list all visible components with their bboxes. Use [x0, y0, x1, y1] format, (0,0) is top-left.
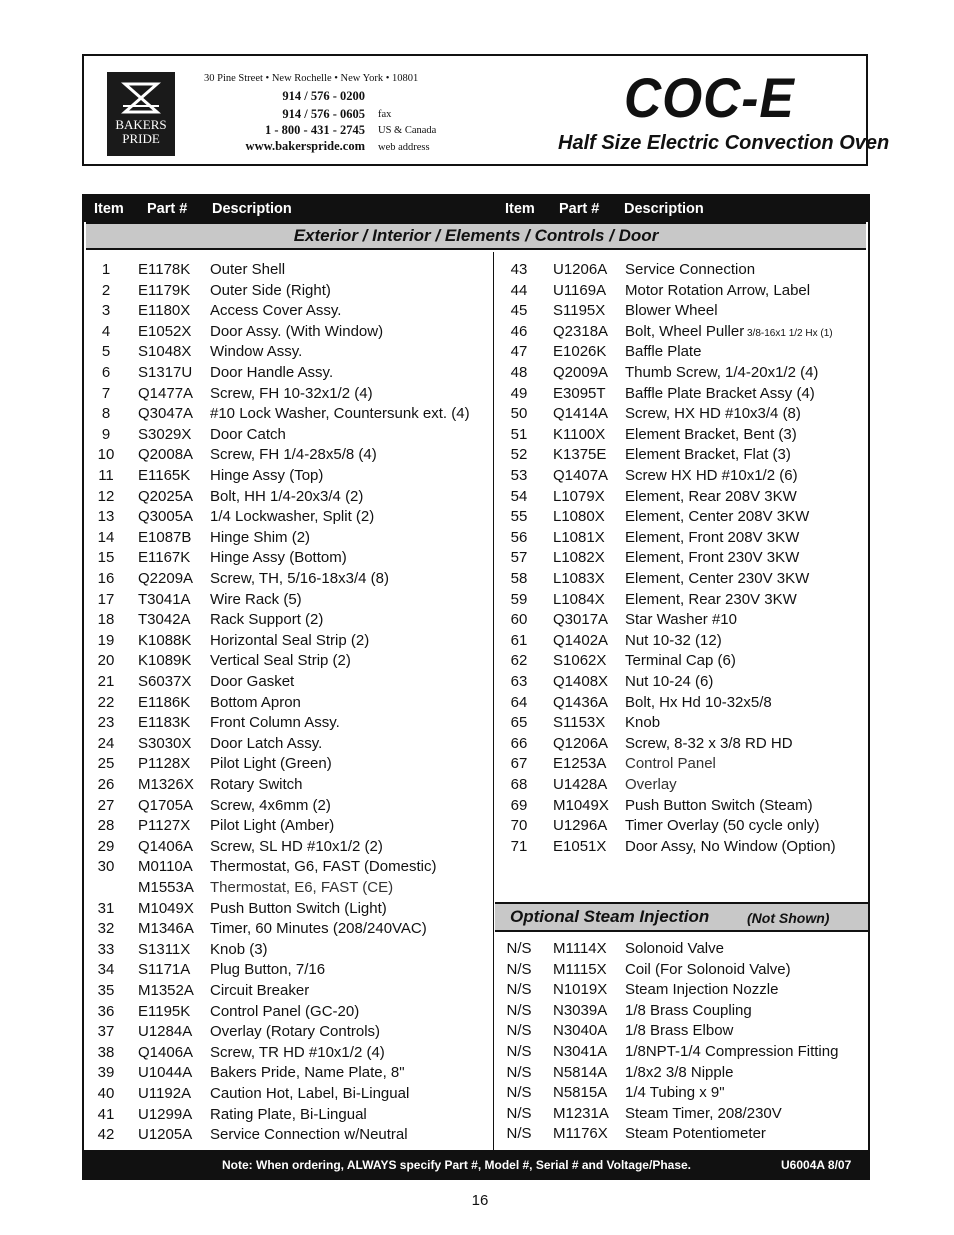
row-item-number: 30 — [97, 858, 115, 876]
row-part-number: E1178K — [138, 261, 191, 278]
header-box — [82, 54, 890, 166]
row-description: Hinge Shim (2) — [210, 528, 311, 546]
row-part-number: L1079X — [553, 487, 605, 505]
row-part-number: E1051X — [553, 837, 607, 855]
row-description: Door Catch — [210, 425, 286, 443]
row-part-number: U1206A — [553, 261, 608, 278]
row-part-number: M0110A — [138, 858, 193, 876]
row-part-number: Q1206A — [553, 734, 609, 752]
row-part-number: M1346A — [138, 920, 194, 938]
row-description: Outer Shell — [210, 261, 286, 278]
col-desc-header: Description — [212, 201, 292, 217]
row-item-number: N/S — [506, 1001, 532, 1019]
row-item-number: 25 — [97, 755, 115, 773]
steam-section-label: Optional Steam Injection — [510, 907, 710, 926]
row-item-number: 39 — [97, 1064, 115, 1082]
row-item-number: 66 — [510, 734, 528, 752]
row-description: Bolt, HH 1/4-20x3/4 (2) — [210, 487, 364, 505]
row-description: Pilot Light (Green) — [210, 755, 332, 773]
row-item-number: 22 — [97, 693, 115, 711]
row-item-number: 58 — [510, 570, 528, 587]
row-item-number: 26 — [97, 776, 115, 793]
row-part-number: Q3005A — [138, 508, 194, 526]
row-part-number: N1019X — [553, 981, 608, 999]
fax-number: 914 / 576 - 0605 — [282, 107, 365, 121]
row-description: Hinge Assy (Bottom) — [210, 549, 347, 567]
row-part-number: S1317U — [138, 364, 193, 381]
row-item-number: N/S — [506, 1084, 532, 1102]
row-description: Screw HX HD #10x1/2 (6) — [625, 467, 798, 484]
row-description: Element, Rear 208V 3KW — [625, 487, 797, 505]
row-item-number: 62 — [510, 652, 528, 670]
row-item-number: 59 — [510, 590, 528, 608]
row-description: Screw, TR HD #10x1/2 (4) — [210, 1043, 385, 1061]
row-description: Knob (3) — [210, 940, 268, 958]
row-part-number: M1176X — [553, 1125, 608, 1143]
row-item-number: 20 — [97, 652, 115, 670]
row-description: Front Column Assy. — [210, 714, 340, 732]
row-description: Rating Plate, Bi-Lingual — [210, 1105, 367, 1123]
row-description: Bolt, Hx Hd 10-32x5/8 — [625, 693, 772, 711]
col-part-header: Part # — [147, 201, 188, 217]
row-item-number: 56 — [510, 528, 528, 546]
row-item-number: 13 — [97, 508, 115, 526]
row-part-number: Q1436A — [553, 693, 609, 711]
row-item-number: 38 — [97, 1043, 115, 1061]
row-item-number: 29 — [97, 837, 115, 855]
row-part-number: Q1477A — [138, 384, 194, 402]
row-item-number: 53 — [510, 467, 528, 484]
row-description: Overlay (Rotary Controls) — [210, 1023, 381, 1041]
row-item-number: 65 — [510, 714, 528, 732]
row-description: Bakers Pride, Name Plate, 8" — [210, 1064, 405, 1082]
row-part-number: P1128X — [138, 755, 191, 773]
row-description: Plug Button, 7/16 — [210, 961, 326, 979]
row-item-number: 60 — [510, 611, 528, 629]
row-item-number: 67 — [510, 755, 528, 773]
row-item-number: 46 — [510, 322, 528, 340]
model-title: COC-E — [624, 66, 795, 129]
row-item-number: 51 — [510, 425, 528, 443]
row-item-number: 24 — [97, 734, 115, 752]
web-link[interactable]: www.bakerspride.com — [245, 139, 365, 153]
row-item-number: N/S — [506, 1043, 532, 1060]
row-description: Steam Injection Nozzle — [625, 981, 779, 999]
row-description: 1/4 Tubing x 9" — [625, 1084, 725, 1102]
row-description: Service Connection w/Neutral — [210, 1126, 408, 1144]
row-part-number: Q3047A — [138, 405, 194, 423]
logo-line-1: BAKERS — [115, 117, 167, 132]
row-part-number: E1165K — [138, 467, 191, 484]
row-description: Wire Rack (5) — [210, 590, 302, 608]
row-part-number: M1115X — [553, 960, 607, 978]
row-part-number: E1253A — [553, 755, 607, 773]
row-description: Control Panel (GC-20) — [210, 1002, 360, 1020]
row-part-number: S1153X — [553, 714, 606, 732]
row-description: Push Button Switch (Light) — [210, 899, 387, 917]
row-item-number: 18 — [97, 611, 115, 629]
row-description: Coil (For Solonoid Valve) — [625, 960, 791, 978]
row-part-number: S1311X — [138, 940, 191, 958]
row-item-number: 61 — [510, 631, 528, 649]
tollfree-number: 1 - 800 - 431 - 2745 — [265, 123, 365, 137]
row-part-number: N5814A — [553, 1063, 608, 1081]
row-item-number: 10 — [97, 446, 115, 464]
row-item-number: 16 — [97, 570, 115, 587]
row-part-number: S1062X — [553, 652, 607, 670]
row-item-number: 1 — [101, 261, 111, 278]
row-item-number: 40 — [97, 1085, 115, 1102]
row-item-number: 63 — [510, 673, 528, 690]
row-part-number: M1049X — [138, 899, 194, 917]
row-item-number: 32 — [97, 920, 115, 938]
row-part-number: Q1407A — [553, 467, 609, 484]
row-description: Door Assy, No Window (Option) — [625, 837, 836, 855]
row-part-number: N5815A — [553, 1084, 608, 1102]
row-part-number: E1087B — [138, 528, 192, 546]
row-part-number: L1082X — [553, 549, 605, 567]
column-divider — [493, 252, 494, 1150]
row-part-number: T3041A — [138, 590, 191, 608]
footer-bar — [84, 1150, 868, 1178]
row-description: Vertical Seal Strip (2) — [210, 652, 351, 670]
row-part-number: K1375E — [553, 446, 607, 464]
row-part-number: Q1402A — [553, 631, 609, 649]
row-description: Nut 10-32 (12) — [625, 631, 722, 649]
row-part-number: M1231A — [553, 1104, 609, 1122]
row-item-number: N/S — [506, 1125, 532, 1143]
row-description: Pilot Light (Amber) — [210, 817, 335, 835]
row-item-number: 21 — [97, 673, 115, 690]
row-item-number: N/S — [506, 960, 532, 978]
row-part-number: M1352A — [138, 982, 194, 999]
logo-line-2: PRIDE — [122, 131, 160, 146]
row-description: Hinge Assy (Top) — [210, 467, 324, 484]
row-part-number: U1428A — [553, 776, 608, 793]
row-part-number: S6037X — [138, 673, 192, 690]
row-part-number: E1179K — [138, 281, 191, 299]
row-part-number: Q3017A — [553, 611, 609, 629]
row-description: Element Bracket, Bent (3) — [625, 425, 797, 443]
row-item-number: 7 — [101, 384, 111, 402]
row-item-number: 45 — [510, 302, 528, 320]
row-item-number: 47 — [510, 343, 528, 361]
row-item-number: 71 — [510, 837, 528, 855]
row-description: Thermostat, E6, FAST (CE) — [210, 879, 394, 896]
row-part-number: Q1408X — [553, 673, 609, 690]
row-description: Element, Front 230V 3KW — [625, 549, 800, 567]
row-item-number: 49 — [510, 384, 528, 402]
row-description: Element, Center 208V 3KW — [625, 508, 810, 526]
row-description: Element, Center 230V 3KW — [625, 570, 810, 587]
row-description: Door Latch Assy. — [210, 734, 323, 752]
document-code: U6004A 8/07 — [781, 1158, 852, 1172]
row-item-number: 64 — [510, 693, 528, 711]
row-item-number: 11 — [98, 467, 114, 484]
col-item-header-right: Item — [505, 201, 535, 217]
row-item-number: 31 — [97, 899, 115, 917]
row-part-number: K1089K — [138, 652, 192, 670]
row-item-number: 37 — [97, 1023, 115, 1041]
row-part-number: U1205A — [138, 1126, 193, 1144]
row-part-number: S3029X — [138, 425, 192, 443]
row-part-number: Q2008A — [138, 446, 194, 464]
row-description: Bolt, Wheel Puller 3/8-16x1 1/2 Hx (1) — [625, 322, 833, 340]
row-item-number: 14 — [97, 528, 115, 546]
row-description: 1/8 Brass Coupling — [625, 1001, 752, 1019]
row-part-number: Q2025A — [138, 487, 194, 505]
row-item-number: 43 — [510, 261, 528, 278]
row-part-number: Q1414A — [553, 405, 609, 423]
row-description: Steam Potentiometer — [625, 1125, 766, 1143]
row-part-number: S1171A — [138, 961, 191, 979]
row-item-number: 34 — [97, 961, 115, 979]
row-description: Knob — [625, 714, 661, 732]
row-part-number: E1026K — [553, 343, 607, 361]
row-item-number: 27 — [97, 796, 115, 814]
row-part-number: M1114X — [553, 940, 607, 957]
row-description: 1/8 Brass Elbow — [625, 1022, 734, 1040]
row-part-number: U1296A — [553, 817, 608, 835]
col-item-header: Item — [94, 201, 124, 217]
row-part-number: U1169A — [553, 281, 607, 299]
row-description: Timer Overlay (50 cycle only) — [625, 817, 820, 835]
row-description: Circuit Breaker — [210, 982, 310, 999]
row-part-number: N3040A — [553, 1022, 608, 1040]
row-item-number: 52 — [510, 446, 528, 464]
row-description: Screw, SL HD #10x1/2 (2) — [210, 837, 383, 855]
row-part-number: E3095T — [553, 384, 606, 402]
row-description: 1/8x2 3/8 Nipple — [625, 1063, 734, 1081]
row-item-number: N/S — [506, 1104, 532, 1122]
row-part-number: U1284A — [138, 1023, 193, 1041]
row-description: Window Assy. — [210, 343, 303, 361]
page-number: 16 — [471, 1192, 489, 1209]
row-part-number: L1080X — [553, 508, 605, 526]
row-part-number: L1084X — [553, 590, 605, 608]
row-item-number: N/S — [506, 1063, 532, 1081]
row-description: Service Connection — [625, 261, 756, 278]
row-description: Screw, 4x6mm (2) — [210, 796, 331, 814]
row-description: Access Cover Assy. — [210, 302, 342, 320]
row-part-number: S3030X — [138, 734, 192, 752]
row-description: Screw, 8-32 x 3/8 RD HD — [625, 734, 793, 752]
row-item-number: 57 — [510, 549, 528, 567]
row-description: Nut 10-24 (6) — [625, 673, 714, 690]
ordering-note: Note: When ordering, ALWAYS specify Part #, Model #, Serial # and Voltage/Phase. — [222, 1158, 692, 1172]
row-description: Outer Side (Right) — [210, 281, 331, 299]
row-part-number: K1100X — [553, 425, 606, 443]
row-part-number: S1048X — [138, 343, 192, 361]
row-description: Thermostat, G6, FAST (Domestic) — [210, 858, 437, 876]
row-part-number: Q1406A — [138, 837, 194, 855]
row-description: Control Panel — [625, 755, 716, 773]
row-part-number: U1299A — [138, 1105, 193, 1123]
col-part-header-right: Part # — [559, 201, 600, 217]
row-item-number: N/S — [506, 1022, 532, 1040]
phone-number: 914 / 576 - 0200 — [282, 89, 365, 103]
fax-label: fax — [378, 109, 392, 120]
row-item-number: 36 — [97, 1002, 115, 1020]
row-item-number: 28 — [97, 817, 115, 835]
row-part-number: L1081X — [553, 528, 605, 546]
row-description: 1/4 Lockwasher, Split (2) — [210, 508, 375, 526]
row-item-number: 3 — [101, 302, 111, 320]
row-item-number: 35 — [97, 982, 115, 999]
steam-section-note: (Not Shown) — [747, 910, 830, 926]
row-description: Motor Rotation Arrow, Label — [625, 281, 811, 299]
row-part-number: M1049X — [553, 796, 609, 814]
row-item-number: 12 — [97, 487, 115, 505]
row-description: Blower Wheel — [625, 302, 718, 320]
row-description: Overlay — [625, 776, 677, 793]
row-description: Thumb Screw, 1/4-20x1/2 (4) — [625, 364, 819, 381]
steam-section-title — [495, 902, 868, 932]
row-item-number: 19 — [97, 631, 115, 649]
row-description: Element, Rear 230V 3KW — [625, 590, 797, 608]
model-subtitle: Half Size Electric Convection Oven — [558, 132, 890, 154]
row-item-number: 33 — [97, 940, 115, 958]
row-part-number: N3041A — [553, 1043, 608, 1060]
row-description: Door Assy. (With Window) — [210, 322, 384, 340]
row-part-number: Q2009A — [553, 364, 609, 381]
row-item-number: 54 — [510, 487, 528, 505]
row-description: Bottom Apron — [210, 693, 301, 711]
row-item-number: 23 — [97, 714, 115, 732]
row-description: Push Button Switch (Steam) — [625, 796, 813, 814]
tollfree-label: US & Canada — [378, 125, 437, 136]
row-item-number: 44 — [510, 281, 528, 299]
row-part-number: Q2209A — [138, 570, 194, 587]
row-item-number: 8 — [101, 405, 111, 423]
row-item-number: 15 — [97, 549, 115, 567]
row-description: Door Gasket — [210, 673, 295, 690]
table-header — [84, 196, 868, 222]
row-part-number: E1180X — [138, 302, 191, 320]
row-description: Screw, TH, 5/16-18x3/4 (8) — [210, 570, 389, 587]
row-description: Timer, 60 Minutes (208/240VAC) — [210, 920, 427, 938]
row-description: Star Washer #10 — [625, 611, 737, 629]
bakers-pride-logo — [107, 72, 175, 156]
row-item-number: 6 — [101, 364, 111, 381]
row-description: Screw, HX HD #10x3/4 (8) — [625, 405, 801, 423]
row-item-number: 69 — [510, 796, 528, 814]
row-part-number: K1088K — [138, 631, 192, 649]
row-item-number: 48 — [510, 364, 528, 381]
row-item-number: 42 — [97, 1126, 115, 1144]
web-label: web address — [378, 142, 430, 153]
row-part-number: E1195K — [138, 1002, 191, 1020]
row-description: Baffle Plate Bracket Assy (4) — [625, 384, 815, 402]
row-part-number: M1326X — [138, 776, 194, 793]
row-item-number: N/S — [506, 981, 532, 999]
row-part-number: N3039A — [553, 1001, 608, 1019]
row-item-number: 2 — [101, 281, 111, 299]
row-part-number: P1127X — [138, 817, 191, 835]
row-part-number: U1192A — [138, 1085, 192, 1102]
company-address: 30 Pine Street • New Rochelle • New York • 10801 — [204, 73, 419, 84]
row-part-number: E1052X — [138, 322, 192, 340]
row-description: Screw, FH 10-32x1/2 (4) — [210, 384, 373, 402]
row-part-number: S1195X — [553, 302, 606, 320]
row-part-number: T3042A — [138, 611, 191, 629]
row-description: 1/8NPT-1/4 Compression Fitting — [625, 1043, 839, 1060]
section-title: Exterior / Interior / Elements / Controls / Door — [86, 222, 866, 250]
row-item-number: 9 — [101, 425, 111, 443]
row-item-number: 55 — [510, 508, 528, 526]
row-part-number: Q2318A — [553, 322, 609, 340]
row-part-number: Q1406A — [138, 1043, 194, 1061]
row-description: Door Handle Assy. — [210, 364, 334, 381]
logo-mark-icon — [121, 80, 161, 116]
row-description: Element, Front 208V 3KW — [625, 528, 800, 546]
col-desc-header-right: Description — [624, 201, 704, 217]
row-item-number: 41 — [97, 1105, 115, 1123]
row-description: Steam Timer, 208/230V — [625, 1104, 782, 1122]
row-description: Terminal Cap (6) — [625, 652, 736, 670]
row-description: Baffle Plate — [625, 343, 702, 361]
row-description: #10 Lock Washer, Countersunk ext. (4) — [210, 405, 470, 423]
row-description-note: 3/8-16x1 1/2 Hx (1) — [744, 327, 833, 339]
row-part-number: L1083X — [553, 570, 605, 587]
row-item-number: 17 — [97, 590, 115, 608]
row-part-number: E1167K — [138, 549, 191, 567]
row-description: Caution Hot, Label, Bi-Lingual — [210, 1085, 410, 1102]
row-part-number: U1044A — [138, 1064, 193, 1082]
row-part-number: E1186K — [138, 693, 191, 711]
row-part-number: Q1705A — [138, 796, 194, 814]
parts-table — [82, 194, 870, 1180]
row-description: Solonoid Valve — [625, 940, 724, 957]
row-item-number: N/S — [506, 940, 532, 957]
row-item-number: 70 — [510, 817, 528, 835]
row-description: Rotary Switch — [210, 776, 303, 793]
row-item-number: 5 — [101, 343, 111, 361]
row-description: Screw, FH 1/4-28x5/8 (4) — [210, 446, 377, 464]
row-item-number: 4 — [101, 322, 111, 340]
row-item-number: 50 — [510, 405, 528, 423]
row-part-number: M1553A — [138, 879, 194, 896]
row-description: Rack Support (2) — [210, 611, 324, 629]
row-part-number: E1183K — [138, 714, 191, 732]
row-item-number: 68 — [510, 776, 528, 793]
row-description: Horizontal Seal Strip (2) — [210, 631, 370, 649]
row-description: Element Bracket, Flat (3) — [625, 446, 791, 464]
